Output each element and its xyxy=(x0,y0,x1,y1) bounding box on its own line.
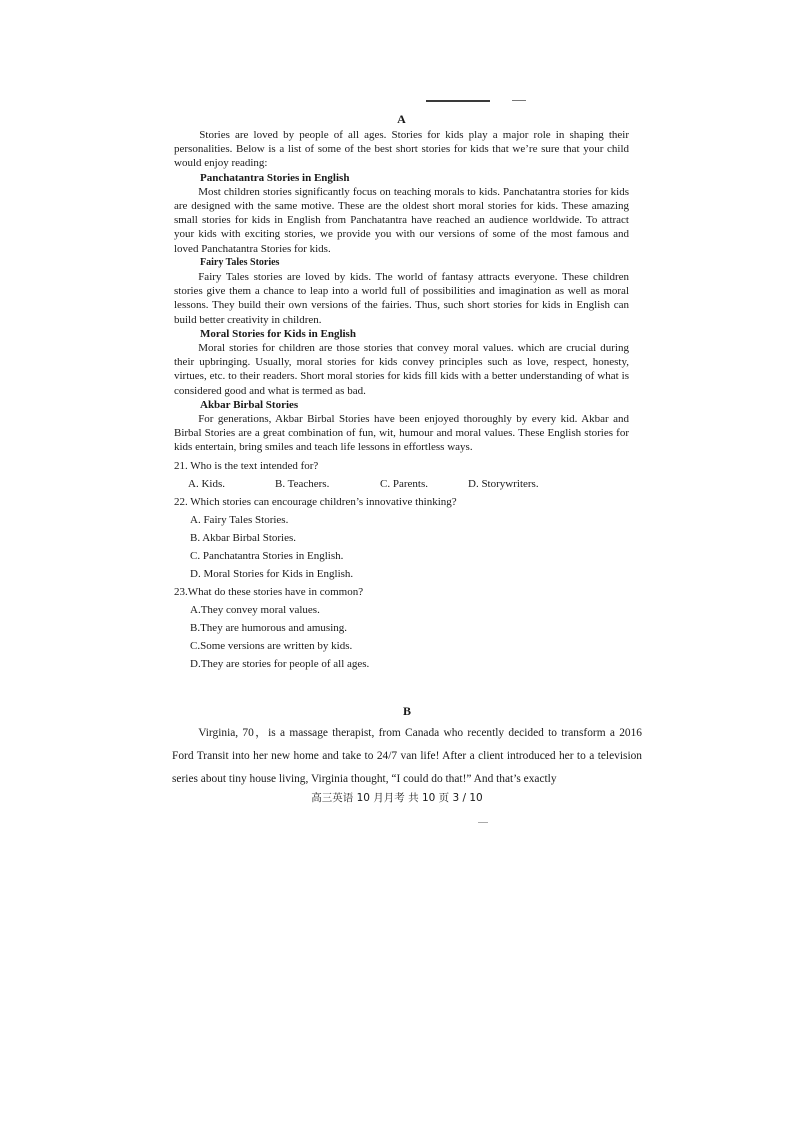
option-23-b: B.They are humorous and amusing. xyxy=(190,621,348,634)
page-footer: 高三英语 10 月月考 共 10 页 3 / 10 xyxy=(311,792,483,804)
option-21-a: A. Kids. xyxy=(188,477,225,490)
section-b xyxy=(172,702,642,791)
question-22: 22. Which stories can encourage children’s innovative thinking? xyxy=(174,495,457,508)
story-text-moral: Moral stories for children are those stories that convey moral values. which are crucial during their upbringing. Usually, moral stories for kids convey principles such as love, respect, honesty, virtues, etc. to their readers. Short moral stories for kids fill kids with a better understanding of what is considered good and what is termed as bad. xyxy=(174,342,629,397)
question-21: 21. Who is the text intended for? xyxy=(174,459,319,472)
story-text-panchatantra: Most children stories significantly focus on teaching morals to kids. Panchatantra stories for kids are designed with the same motive. These are the oldest short moral stories for kids. These amazing small stories for kids in English from Panchatantra have reached an audience worldwide. To attract your kids with exciting stories, we provide you with our versions of some of the most famous and loved Panchatantra Stories for kids. xyxy=(174,185,629,255)
section-a-title: A xyxy=(397,112,406,126)
option-23-d: D.They are stories for people of all ages. xyxy=(190,657,370,670)
top-rule xyxy=(426,100,490,102)
question-21-options xyxy=(188,477,629,491)
option-23-a: A.They convey moral values. xyxy=(190,603,320,616)
option-21-b: B. Teachers. xyxy=(275,477,330,490)
option-23-c: C.Some versions are written by kids. xyxy=(190,639,353,652)
story-text-fairy-tales: Fairy Tales stories are loved by kids. The world of fantasy attracts everyone. These children stories give them a chance to leap into a world full of possibilities and imagination as well as moral lessons. They build their own versions of the fairies. Thus, such short stories for kids in English can build better creativity in children. xyxy=(174,271,629,326)
story-heading-fairy-tales: Fairy Tales Stories xyxy=(200,256,280,268)
section-b-text: Virginia, 70，is a massage therapist, from Canada who recently decided to transform a 2016 Ford Transit into her new home and take to 24/7 van life! After a client introduced her to a television series about tiny house living, Virginia thought, “I could do that!” And that’s exactly xyxy=(172,727,642,785)
story-heading-akbar-birbal: Akbar Birbal Stories xyxy=(200,398,299,411)
top-rule-fragment xyxy=(512,100,526,101)
story-text-akbar-birbal: For generations, Akbar Birbal Stories have been enjoyed thoroughly by every kid. Akbar and Birbal Stories are a great combination of fun, wit, humour and moral values. These English stories for kids entertain, bring smiles and teach life lessons in effortless ways. xyxy=(174,413,629,454)
section-a xyxy=(174,110,629,671)
option-22-c: C. Panchatantra Stories in English. xyxy=(190,549,344,562)
story-heading-panchatantra: Panchatantra Stories in English xyxy=(200,171,350,184)
option-22-d: D. Moral Stories for Kids in English. xyxy=(190,567,354,580)
story-heading-moral: Moral Stories for Kids in English xyxy=(200,327,356,340)
option-21-d: D. Storywriters. xyxy=(468,477,539,490)
option-22-b: B. Akbar Birbal Stories. xyxy=(190,531,297,544)
option-22-a: A. Fairy Tales Stories. xyxy=(190,513,289,526)
option-21-c: C. Parents. xyxy=(380,477,428,490)
question-23: 23.What do these stories have in common? xyxy=(174,585,364,598)
section-a-intro: Stories are loved by people of all ages. Stories for kids play a major role in shaping their personalities. Below is a list of some of the best short stories for kids that we’re sure that your child would enjoy reading: xyxy=(174,129,629,170)
scan-speck xyxy=(478,822,488,823)
section-b-title: B xyxy=(402,704,411,718)
